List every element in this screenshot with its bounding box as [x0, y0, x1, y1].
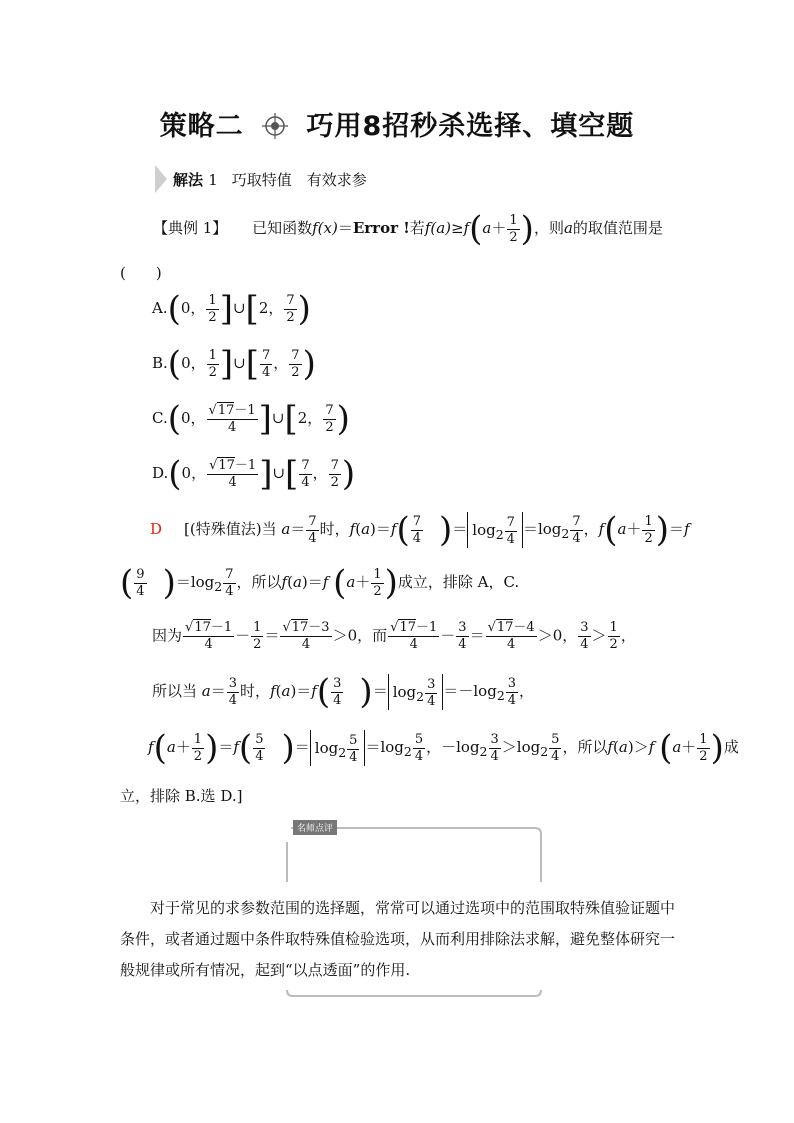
answer-line-5: f(a＋ $\frac{1}{2}$ )＝f( $\frac{5}{4}$ )＝ $\log_2$ $\frac{5}{4}$ $=\log_2$ $\frac{5}{4}$ ，$-\log_2$ $\frac{3}{4}$ $>\log_2$ $\frac{5}{4}$ ，所以f(a)＞f (a＋ $\frac{1}{2}$ )成: [148, 728, 739, 768]
page-title: 策略二 巧用8招秒杀选择、填空题: [0, 104, 794, 146]
example-line: 【典例 1】 已知函数f(x)＝Error !若f(a)≥f(a＋ $\frac{1}{2}$ )，则a的取值范围是: [153, 209, 663, 249]
answer-line-3: 因为 $\frac{√17-1}{4}$ － $\frac{1}{2}$ ＝ $\frac{√17-3}{4}$ ＞0，而 $\frac{√17-1}{4}$ － $\frac{3}{4}$ ＝ $\frac{√17-4}{4}$ ＞0， $\frac{3}{4}$ ＞ $\frac{1}{2}$ ，: [152, 620, 636, 652]
answer-line-1: D [(特殊值法)当 a＝ $\frac{7}{4}$ 时，f(a)＝f( $\frac{7}{4}$ )＝ $\log_2$ $\frac{7}{4}$ $=\log_2$ $\frac{7}{4}$ ，f(a＋ $\frac{1}{2}$ )＝f: [150, 510, 690, 550]
answer-line-6: 立，排除 B.选 D.]: [120, 787, 243, 805]
option-a[interactable]: A.(0， $\frac{1}{2}$ ]∪[2， $\frac{7}{2}$ ): [152, 289, 311, 329]
section-heading: [155, 165, 367, 193]
comment-text: 对于常见的求参数范围的选择题，常常可以通过选项中的范围取特殊值验证题中条件，或者通过题中条件取特殊值检验选项，从而利用排除法求解，避免整体研究一般规律或所有情况，起到“以点透面”的作用.: [120, 899, 676, 979]
answer-line-4: 所以当 a＝ $\frac{3}{4}$ 时，f(a)＝f( $\frac{3}{4}$ )＝ $\log_2$ $\frac{3}{4}$ $=-\log_2$ $\frac{3}{4}$ ，: [152, 672, 535, 712]
option-c[interactable]: C.(0， $\frac{√17-1}{4}$ ]∪[2， $\frac{7}{2}$ ): [152, 399, 350, 439]
comment-badge: 名师点评: [293, 820, 337, 835]
option-b[interactable]: B.(0， $\frac{1}{2}$ ]∪[ $\frac{7}{4}$ ， $\frac{7}{2}$ ): [152, 344, 316, 384]
answer-paren: ( ): [120, 264, 162, 282]
answer-line-2: ( $\frac{9}{4}$ )$=\log_2$ $\frac{7}{4}$ ，所以f(a)＝f (a＋ $\frac{1}{2}$ )成立，排除 A，C.: [120, 563, 520, 603]
section-title: 巧取特值 有效求参: [231, 170, 367, 189]
option-d[interactable]: D.(0， $\frac{√17-1}{4}$ ]∪[ $\frac{7}{4}$ ， $\frac{7}{2}$ ): [152, 454, 356, 494]
arrow-icon: [155, 165, 167, 193]
crosshair-icon: [262, 113, 288, 146]
section-label: 解法 1: [173, 170, 218, 189]
